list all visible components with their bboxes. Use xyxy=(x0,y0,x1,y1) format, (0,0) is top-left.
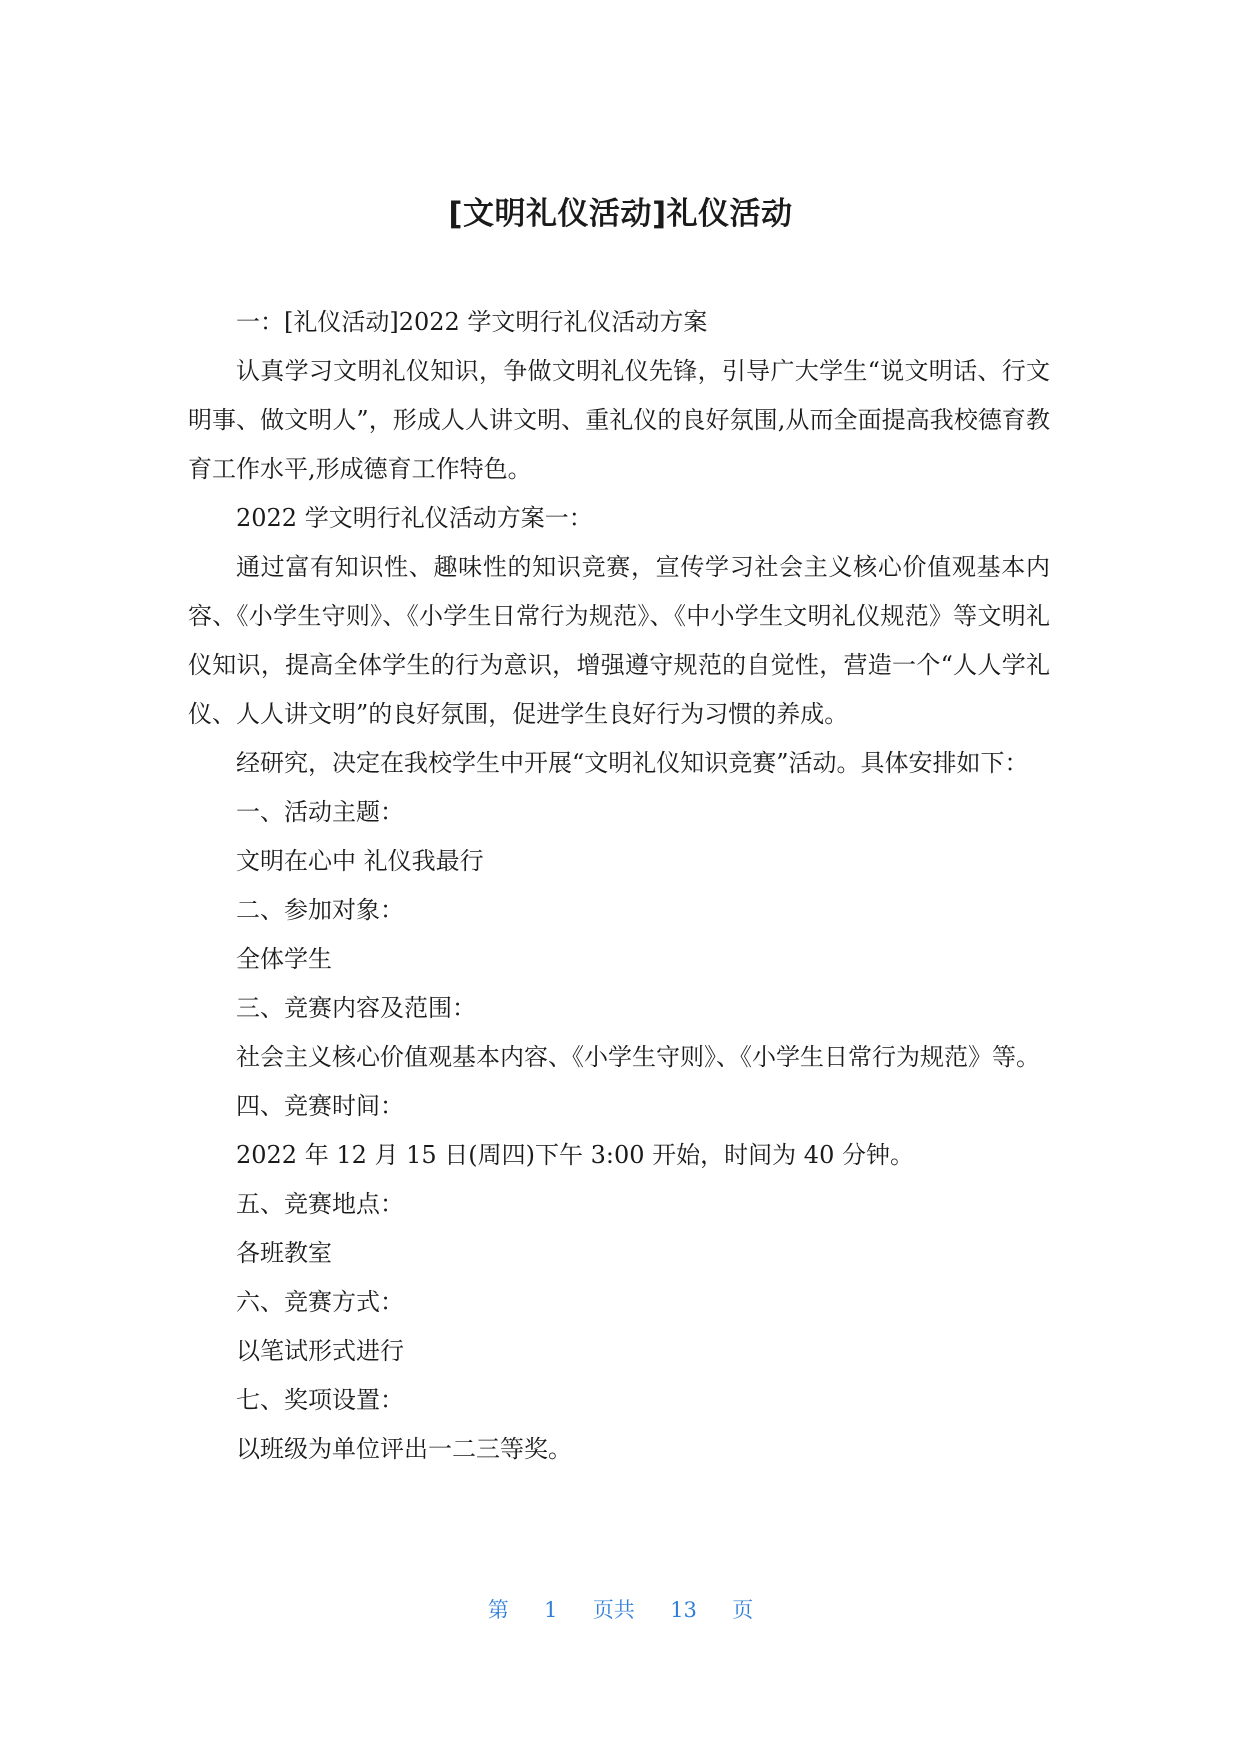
paragraph: 以笔试形式进行 xyxy=(236,1337,404,1365)
paragraph: 社会主义核心价值观基本内容、《小学生守则》、《小学生日常行为规范》等。 xyxy=(236,1043,1040,1071)
paragraph: 2022 学文明行礼仪活动方案一： xyxy=(236,504,593,532)
paragraph: 一：[礼仪活动]2022 学文明行礼仪活动方案 xyxy=(236,308,708,336)
section-heading: 二、参加对象： xyxy=(236,896,404,924)
footer-prefix: 第 xyxy=(487,1598,509,1622)
paragraph: 通过富有知识性、趣味性的知识竞赛，宣传学习社会主义核心价值观基本内容、《小学生守则》、《小学生日常行为规范》、《中小学生文明礼仪规范》等文明礼仪知识，提高全体学生的行为意识，增强遵守规范的自觉性，营造一个“人人学礼仪、人人讲文明”的良好氛围，促进学生良好行为习惯的养成。 xyxy=(188,553,1050,728)
section-heading: 三、竞赛内容及范围： xyxy=(236,994,476,1022)
section-heading: 七、奖项设置： xyxy=(236,1386,404,1414)
section-heading: 五、竞赛地点： xyxy=(236,1190,404,1218)
paragraph: 2022 年 12 月 15 日(周四)下午 3:00 开始，时间为 40 分钟。 xyxy=(236,1141,914,1169)
section-heading: 一、活动主题： xyxy=(236,798,404,826)
footer-total-pages: 13 xyxy=(670,1598,697,1622)
footer-suffix: 页 xyxy=(732,1598,754,1622)
page-footer xyxy=(0,1594,1241,1624)
paragraph: 经研究，决定在我校学生中开展“文明礼仪知识竞赛”活动。具体安排如下： xyxy=(236,749,1029,777)
paragraph: 认真学习文明礼仪知识，争做文明礼仪先锋，引导广大学生“说文明话、行文明事、做文明人”，形成人人讲文明、重礼仪的良好氛围,从而全面提高我校德育教育工作水平,形成德育工作特色。 xyxy=(188,357,1050,483)
paragraph: 文明在心中 礼仪我最行 xyxy=(236,847,484,875)
section-heading: 四、竞赛时间： xyxy=(236,1092,404,1120)
footer-current-page: 1 xyxy=(544,1598,558,1622)
paragraph: 全体学生 xyxy=(236,945,332,973)
document-body xyxy=(188,298,1050,1474)
footer-middle: 页共 xyxy=(592,1598,635,1622)
paragraph: 以班级为单位评出一二三等奖。 xyxy=(236,1435,572,1463)
paragraph: 各班教室 xyxy=(236,1239,332,1267)
document-title: [文明礼仪活动]礼仪活动 xyxy=(448,196,793,232)
section-heading: 六、竞赛方式： xyxy=(236,1288,404,1316)
